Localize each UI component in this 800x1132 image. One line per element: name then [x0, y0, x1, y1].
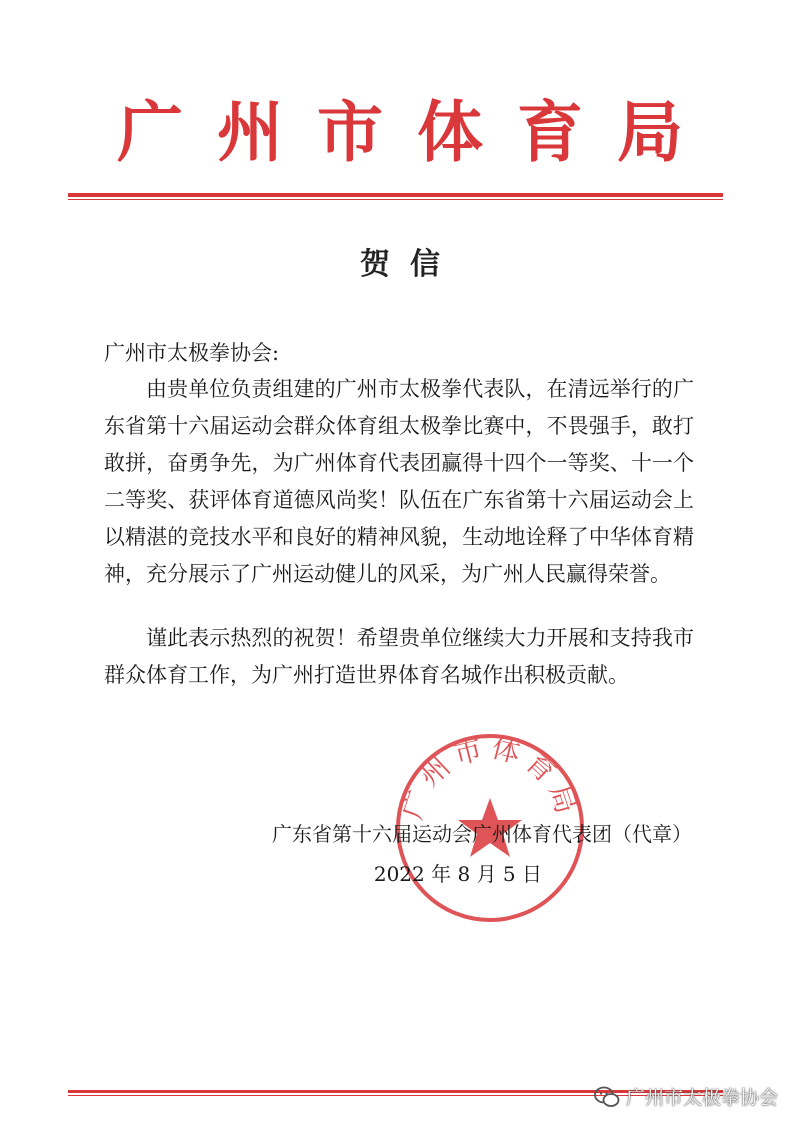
body-paragraph-2: 谨此表示热烈的祝贺！希望贵单位继续大力开展和支持我市群众体育工作，为广州打造世界体育名城作出积极贡献。	[104, 626, 694, 687]
body-paragraph-1: 由贵单位负责组建的广州市太极拳代表队，在清远举行的广东省第十六届运动会群众体育组太极拳比赛中，不畏强手，敢打敢拼，奋勇争先，为广州体育代表团赢得十四个一等奖、十一个二等奖、获评体育道德风尚奖！队伍在广东省第十六届运动会上以精湛的竞技水平和良好的精神风貌，生动地诠释了中华体育精神，充分展示了广州运动健儿的风采，为广州人民赢得荣誉。	[104, 377, 694, 586]
salutation: 广州市太极拳协会:	[104, 341, 280, 365]
wechat-icon	[594, 1086, 620, 1108]
issue-date: 2022 年 8 月 5 日	[373, 862, 542, 886]
watermark-text: 广州市太极拳协会	[625, 1087, 778, 1109]
issuer-signature: 广东省第十六届运动会广州体育代表团（代章）	[272, 822, 692, 846]
letterhead-divider-thin	[68, 199, 723, 200]
watermark	[594, 1083, 778, 1110]
document-title: 贺信	[360, 247, 460, 282]
letterhead-divider	[68, 193, 723, 197]
seal-text: 广州市体育局	[395, 730, 585, 824]
letterhead-title: 广州市体育局	[117, 93, 717, 171]
